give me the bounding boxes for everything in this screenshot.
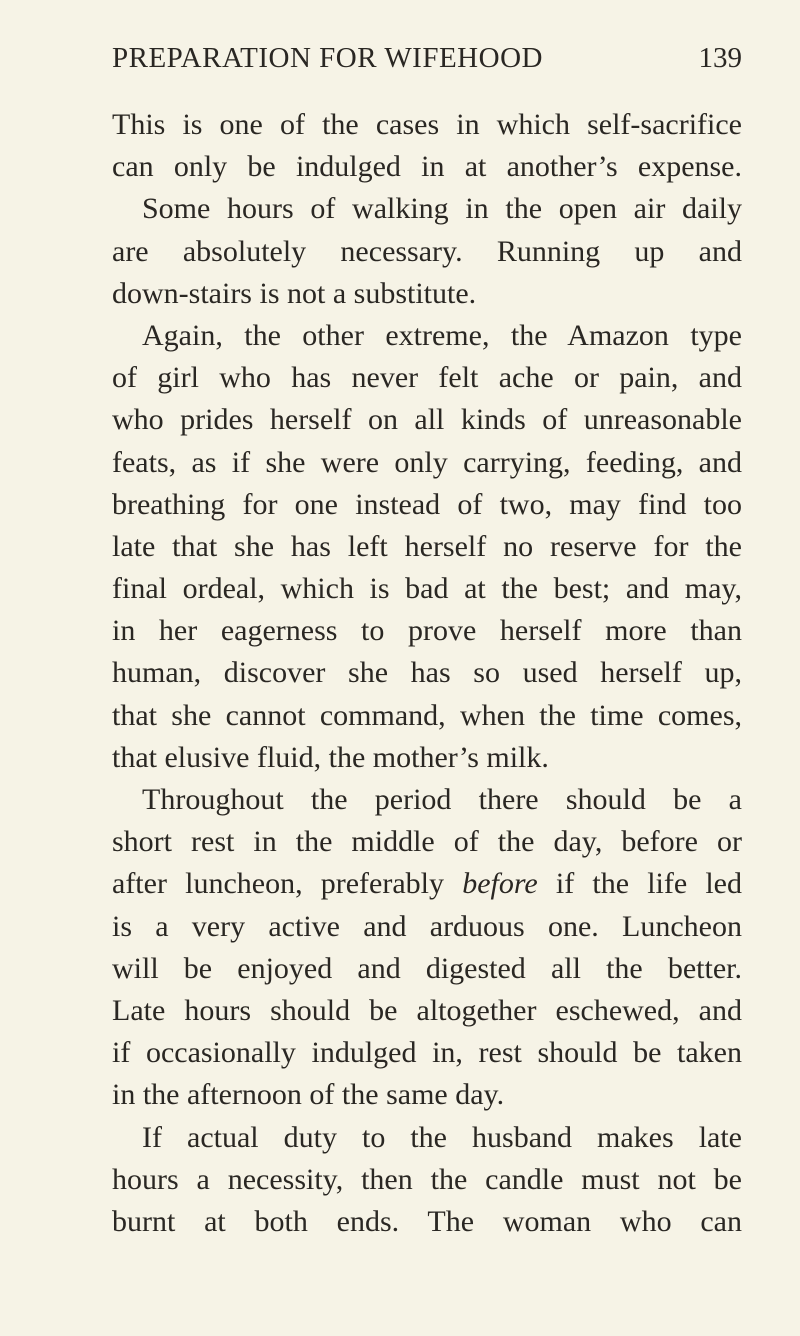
text-line: human, discover she has so used herself up,: [112, 656, 742, 690]
text-line-mixed: [112, 863, 742, 905]
text-line: will be enjoyed and digested all the better.: [112, 951, 742, 985]
text-line: of girl who has never felt ache or pain, and: [112, 361, 742, 395]
page-number: 139: [698, 42, 742, 74]
text-line: short rest in the middle of the day, before or: [112, 825, 742, 859]
text-line: are absolutely necessary. Running up and: [112, 234, 742, 268]
italic-emphasis: before: [462, 867, 538, 901]
text-line: burnt at both ends. The woman who can: [112, 1204, 742, 1238]
text-line: who prides herself on all kinds of unreasonable: [112, 403, 742, 437]
body-text: [112, 104, 742, 1243]
text-line: that she cannot command, when the time comes,: [112, 698, 742, 732]
text-line: This is one of the cases in which self-sacrifice: [112, 108, 742, 141]
text-line: Late hours should be altogether eschewed, and: [112, 993, 742, 1027]
running-head: [112, 42, 742, 75]
text-line: Again, the other extreme, the Amazon type: [142, 318, 742, 352]
text-line: final ordeal, which is bad at the best; and may,: [112, 572, 742, 606]
text-line: in the afternoon of the same day.: [112, 1078, 505, 1112]
text-line: feats, as if she were only carrying, feeding, and: [112, 445, 742, 479]
text-line: hours a necessity, then the candle must not be: [112, 1162, 742, 1196]
text-line: that elusive fluid, the mother’s milk.: [112, 740, 549, 774]
text-line: Some hours of walking in the open air daily: [142, 192, 742, 226]
text-line: late that she has left herself no reserve for the: [112, 529, 742, 563]
text-line: can only be indulged in at another’s expense.: [112, 150, 742, 184]
text-line: if occasionally indulged in, rest should be taken: [112, 1036, 742, 1070]
text-line: Throughout the period there should be a: [142, 783, 742, 816]
text-line: in her eagerness to prove herself more than: [112, 614, 742, 648]
text-line: down-stairs is not a substitute.: [112, 276, 477, 310]
text-run: if the life led: [555, 867, 742, 901]
text-line: breathing for one instead of two, may find too: [112, 487, 742, 521]
running-title: PREPARATION FOR WIFEHOOD: [112, 42, 543, 74]
text-line: is a very active and arduous one. Luncheon: [112, 909, 742, 943]
text-line: If actual duty to the husband makes late: [142, 1120, 742, 1154]
text-run: after luncheon, preferably: [112, 867, 445, 901]
